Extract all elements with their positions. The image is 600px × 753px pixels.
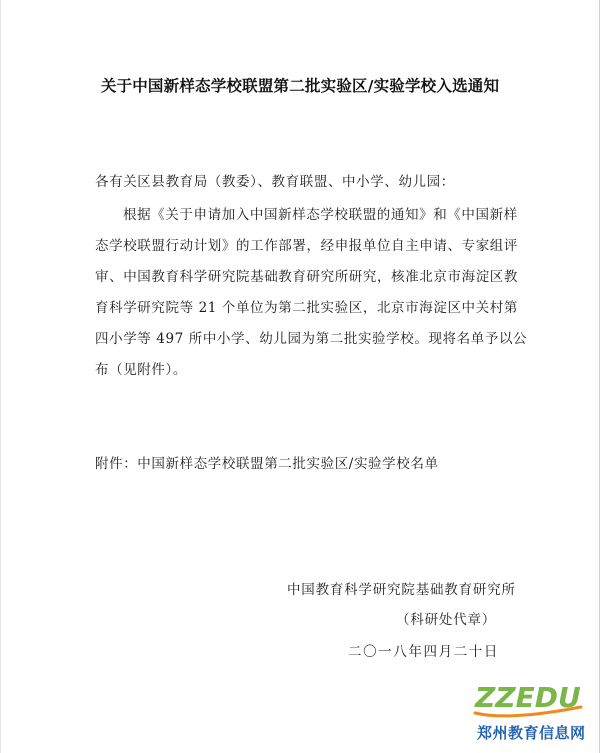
salutation: 各有关区县教育局（教委）、教育联盟、中小学、幼儿园：	[95, 174, 455, 190]
signature-sub-unit: （科研处代章）	[396, 612, 497, 628]
body-line: 育科学研究院等 21 个单位为第二批实验区，北京市海淀区中关村第	[95, 300, 518, 316]
document-title: 关于中国新样态学校联盟第二批实验区/实验学校入选通知	[100, 77, 500, 95]
body-line: 态学校联盟行动计划》的工作部署，经申报单位自主申请、专家组评	[95, 238, 518, 254]
body-line: 审、中国教育科学研究院基础教育研究所研究，核准北京市海淀区教	[95, 269, 518, 285]
body-line: 根据《关于申请加入中国新样态学校联盟的通知》和《中国新样	[123, 207, 518, 223]
watermark-logo	[469, 677, 587, 745]
signature-date: 二〇一八年四月二十日	[348, 644, 499, 660]
body-paragraph	[95, 200, 528, 386]
zzedu-logo-icon	[469, 677, 587, 721]
body-line: 四小学等 497 所中小学、幼儿园为第二批实验学校。现将名单予以公	[95, 331, 528, 347]
signature-organization: 中国教育科学研究院基础教育研究所	[287, 582, 516, 598]
body-line: 布（见附件）。	[95, 362, 187, 378]
logo-text: ZZEDU	[475, 681, 581, 714]
site-name: 郑州教育信息网	[477, 724, 586, 742]
attachment-line: 附件：中国新样态学校联盟第二批实验区/实验学校名单	[95, 456, 439, 472]
